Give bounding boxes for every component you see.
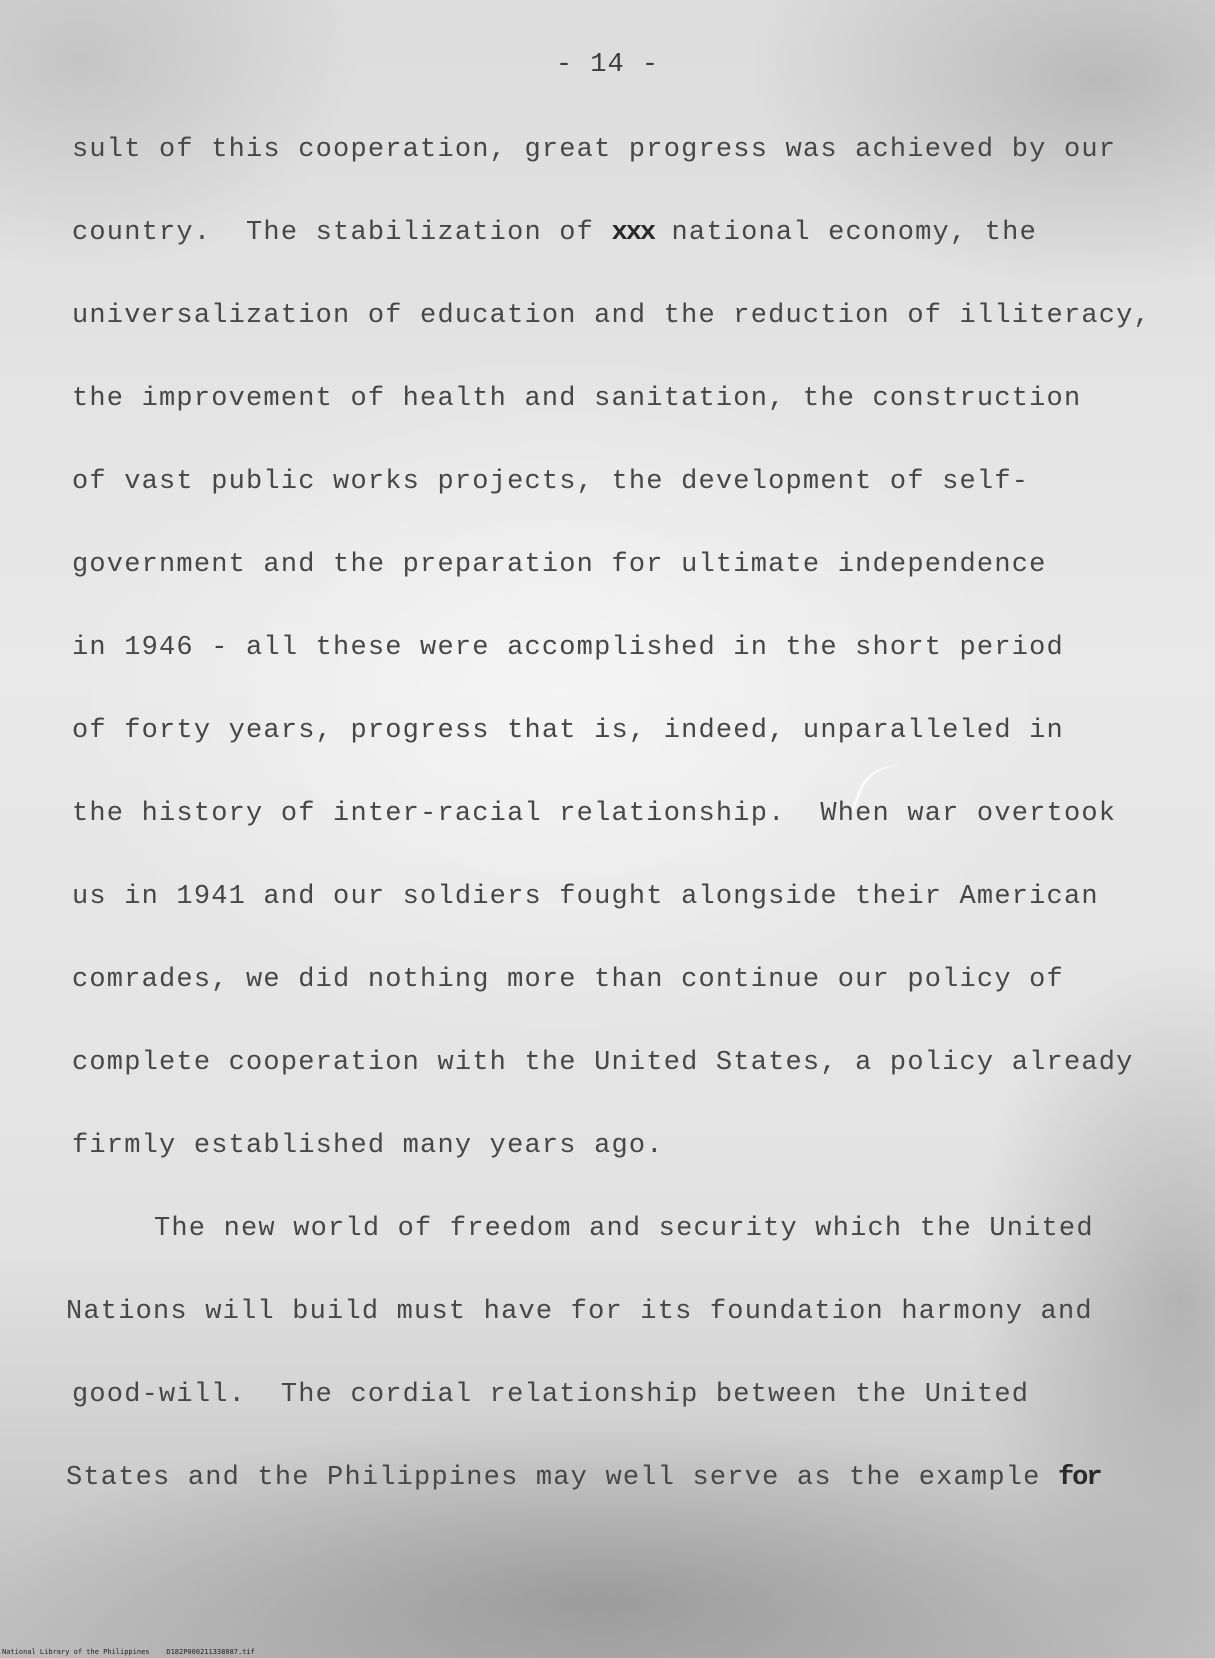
text-line-11: comrades, we did nothing more than continue our policy of [72, 965, 1064, 995]
text-line-9: the history of inter-racial relationship. When war overtook [72, 799, 1117, 829]
text-line-16: good-will. The cordial relationship between the United [72, 1380, 1030, 1410]
text-line-2-start: country. The stabilization of [72, 218, 595, 248]
text-line-2 [72, 213, 1192, 296]
text-line-2-end: national economy, the [654, 218, 1037, 248]
text-line-17-start: States and the Philippines may well serve as the example [66, 1463, 1041, 1493]
text-line-12: complete cooperation with the United States, a policy already [72, 1048, 1134, 1078]
text-line-14: The new world of freedom and security which the United [154, 1214, 1094, 1244]
text-line-7: in 1946 - all these were accomplished in the short period [72, 633, 1064, 663]
text-line-13: firmly established many years ago. [72, 1131, 664, 1161]
text-line-15: Nations will build must have for its foundation harmony and [66, 1297, 1093, 1327]
struck-out-text: xxx [611, 218, 655, 248]
archive-footer: National Library of the Philippines D182P000211338087.tif [2, 1648, 255, 1656]
text-line-1: sult of this cooperation, great progress was achieved by our [72, 135, 1117, 165]
text-line-8: of forty years, progress that is, indeed, unparalleled in [72, 716, 1064, 746]
text-line-3: universalization of education and the reduction of illiteracy, [72, 301, 1151, 331]
text-line-5: of vast public works projects, the development of self- [72, 467, 1030, 497]
page-number: - 14 - [555, 50, 660, 80]
text-line-17 [66, 1458, 1192, 1541]
body-text [66, 130, 1192, 1541]
text-line-4: the improvement of health and sanitation, the construction [72, 384, 1082, 414]
text-line-6: government and the preparation for ultimate independence [72, 550, 1047, 580]
text-line-10: us in 1941 and our soldiers fought alongside their American [72, 882, 1099, 912]
struck-out-text-end: for [1057, 1463, 1101, 1493]
